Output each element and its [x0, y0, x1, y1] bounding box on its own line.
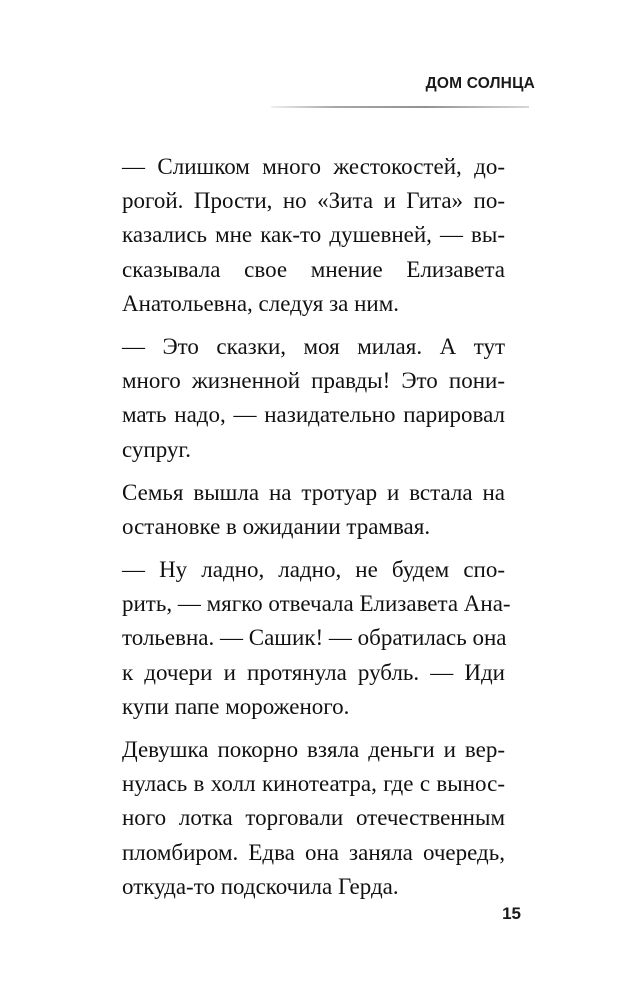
paragraph-5 [122, 733, 505, 904]
text-line: тольевна. — Сашик! — обратилась она [122, 625, 507, 651]
text-line: ного лотка торговали отечественным [122, 805, 505, 831]
running-head: ДОМ СОЛНЦА [425, 75, 535, 92]
header-rule [271, 106, 529, 108]
text-line: сказывала свое мнение Елизавета [122, 256, 505, 282]
text-line: остановке в ожидании трамвая. [122, 513, 431, 539]
paragraph-1 [122, 150, 505, 321]
text-line: откуда-то подскочила Герда. [122, 873, 399, 899]
text-line: купи папе мороженого. [122, 693, 350, 719]
text-line: Анатольевна, следуя за ним. [122, 290, 400, 316]
paragraph-3 [122, 476, 505, 544]
body-text [122, 150, 511, 913]
text-line: Девушка покорно взяла деньги и вер- [122, 737, 505, 762]
text-line: рить, — мягко отвечала Елизавета Ана- [122, 591, 511, 617]
page-number: 15 [502, 904, 521, 923]
text-line: казались мне как-то душевней, — вы- [122, 222, 505, 248]
text-line: — Это сказки, моя милая. А тут [122, 333, 505, 359]
text-line: рогой. Прости, но «Зита и Гита» по- [122, 188, 505, 214]
text-line: — Ну ладно, ладно, не будем спо- [122, 557, 505, 583]
text-line: пломбиром. Едва она заняла очередь, [122, 839, 505, 865]
paragraph-4 [122, 553, 511, 724]
text-line: мать надо, — назидательно парировал [122, 402, 505, 428]
text-line: — Слишком много жестокостей, до- [122, 154, 505, 179]
text-line: супруг. [122, 436, 191, 462]
text-line: много жизненной правды! Это пони- [122, 368, 505, 394]
text-line: к дочери и протянула рубль. — Иди [122, 659, 505, 685]
text-line: нулась в холл кинотеатра, где с вынос- [122, 771, 505, 797]
text-line: Семья вышла на тротуар и встала на [122, 479, 505, 505]
paragraph-2 [122, 330, 505, 467]
